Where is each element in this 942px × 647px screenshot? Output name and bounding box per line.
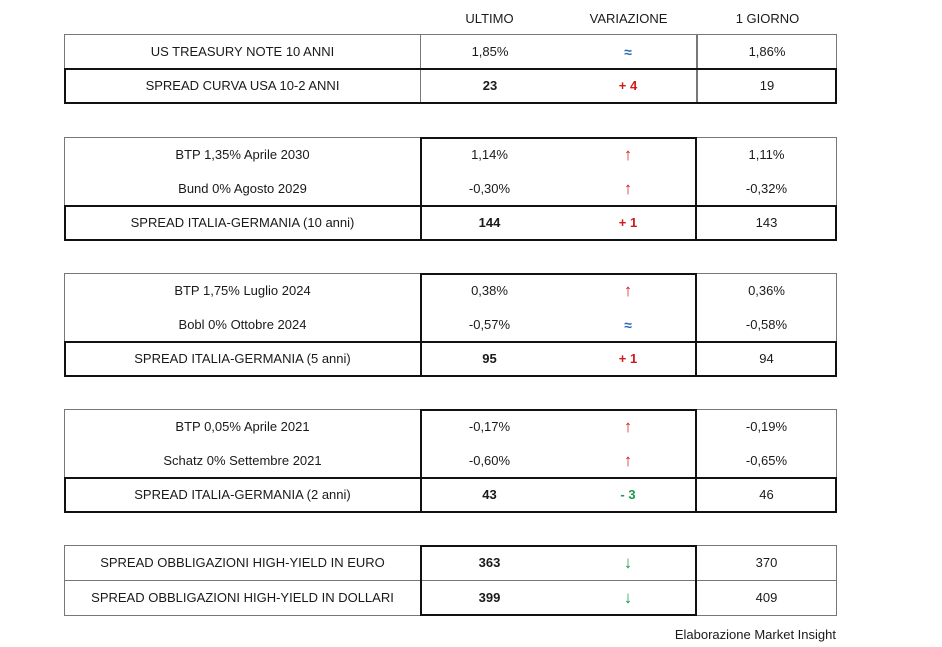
ultimo-value: 95: [482, 351, 497, 366]
approx-icon: ≈: [624, 44, 632, 60]
group-spread-10-anni: [64, 137, 837, 241]
ultimo-value: -0,30%: [468, 181, 511, 196]
giorno-value: -0,65%: [745, 453, 788, 468]
ultimo-value: 0,38%: [471, 283, 508, 298]
variazione-value: + 1: [618, 351, 638, 366]
arrow-up-icon: ↑: [623, 281, 633, 300]
table-row-spread: [65, 342, 836, 376]
ultimo-value: -0,17%: [468, 419, 511, 434]
giorno-value: 370: [755, 555, 778, 570]
table-row: [65, 274, 836, 308]
header-ultimo: ULTIMO: [465, 11, 514, 26]
table-row-spread: [65, 478, 836, 512]
header-variazione: VARIAZIONE: [589, 11, 668, 26]
ultimo-value: 1,14%: [471, 147, 508, 162]
row-label: BTP 1,75% Luglio 2024: [174, 283, 311, 298]
giorno-value: -0,58%: [745, 317, 788, 332]
variazione-value: + 1: [618, 215, 638, 230]
row-label: SPREAD ITALIA-GERMANIA (2 anni): [134, 487, 351, 502]
row-label: SPREAD ITALIA-GERMANIA (5 anni): [134, 351, 351, 366]
arrow-up-icon: ↑: [623, 451, 633, 470]
ultimo-value: 399: [478, 590, 501, 605]
giorno-value: 19: [697, 69, 836, 103]
group-us-treasury: [64, 34, 837, 104]
giorno-value: 46: [759, 487, 774, 502]
ultimo-value: 43: [482, 487, 497, 502]
source-credit: Elaborazione Market Insight: [674, 627, 836, 642]
row-label: BTP 0,05% Aprile 2021: [175, 419, 310, 434]
row-label: SPREAD OBBLIGAZIONI HIGH-YIELD IN DOLLARI: [91, 590, 394, 605]
arrow-down-icon: ↓: [623, 553, 633, 572]
ultimo-value: 23: [420, 69, 559, 103]
arrow-down-icon: ↓: [623, 588, 633, 607]
giorno-value: 1,86%: [697, 35, 836, 69]
table-row: [65, 308, 836, 342]
row-label: Schatz 0% Settembre 2021: [163, 453, 322, 468]
table-row: [65, 546, 836, 581]
giorno-value: 1,11%: [748, 147, 785, 162]
giorno-value: 94: [759, 351, 774, 366]
table-row: [65, 444, 836, 478]
table-row: [65, 138, 836, 172]
giorno-value: -0,19%: [745, 419, 788, 434]
group-high-yield: [64, 545, 837, 616]
row-label: BTP 1,35% Aprile 2030: [175, 147, 310, 162]
ultimo-value: -0,60%: [468, 453, 511, 468]
variazione-value: + 4: [618, 78, 638, 93]
table-row: [65, 172, 836, 206]
ultimo-value: 144: [478, 215, 501, 230]
row-label: Bund 0% Agosto 2029: [178, 181, 307, 196]
table-row: [65, 35, 836, 69]
table-row-spread: [65, 69, 836, 103]
ultimo-value: -0,57%: [468, 317, 511, 332]
arrow-up-icon: ↑: [623, 417, 633, 436]
variazione-value: - 3: [620, 487, 636, 502]
row-label: SPREAD ITALIA-GERMANIA (10 anni): [130, 215, 355, 230]
ultimo-value: 1,85%: [420, 35, 559, 69]
arrow-up-icon: ↑: [623, 145, 633, 164]
giorno-value: -0,32%: [745, 181, 788, 196]
row-label: US TREASURY NOTE 10 ANNI: [150, 44, 335, 59]
row-label: Bobl 0% Ottobre 2024: [178, 317, 307, 332]
table-row: [65, 581, 836, 615]
ultimo-value: 363: [478, 555, 501, 570]
giorno-value: 409: [755, 590, 778, 605]
group-spread-2-anni: [64, 409, 837, 513]
arrow-up-icon: ↑: [623, 179, 633, 198]
giorno-value: 143: [755, 215, 778, 230]
table-row-spread: [65, 206, 836, 240]
header-1-giorno: 1 GIORNO: [735, 11, 800, 26]
group-spread-5-anni: [64, 273, 837, 377]
row-label: SPREAD OBBLIGAZIONI HIGH-YIELD IN EURO: [100, 555, 385, 570]
table-row: [65, 410, 836, 444]
giorno-value: 0,36%: [748, 283, 785, 298]
approx-icon: ≈: [624, 317, 632, 333]
row-label: SPREAD CURVA USA 10-2 ANNI: [145, 78, 340, 93]
